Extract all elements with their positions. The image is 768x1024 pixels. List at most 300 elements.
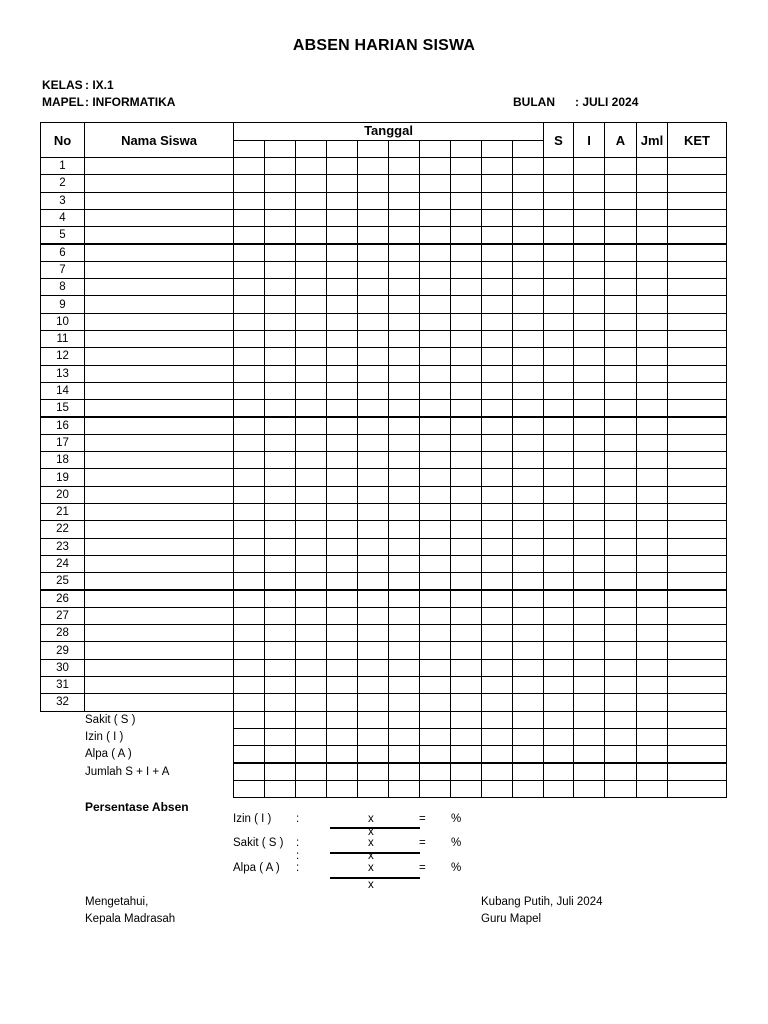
summary-jml-cell [636, 711, 668, 729]
attendance-cell [357, 365, 389, 383]
s-cell [543, 244, 574, 262]
attendance-cell [233, 641, 265, 659]
attendance-cell [264, 313, 296, 331]
signature-left-line1: Mengetahui, [85, 896, 149, 908]
attendance-cell [388, 607, 420, 625]
attendance-cell [450, 417, 482, 435]
student-name-cell [84, 192, 234, 210]
attendance-cell [388, 468, 420, 486]
summary-cell [388, 711, 420, 729]
summary-a-cell [604, 728, 637, 746]
attendance-cell [233, 434, 265, 452]
attendance-cell [481, 538, 513, 556]
attendance-cell [295, 261, 327, 279]
attendance-cell [326, 468, 358, 486]
attendance-cell [295, 624, 327, 642]
a-cell [604, 347, 637, 365]
ket-cell [667, 347, 727, 365]
attendance-cell [295, 157, 327, 175]
attendance-cell [481, 209, 513, 227]
a-cell [604, 365, 637, 383]
i-cell [573, 382, 605, 400]
s-cell [543, 590, 574, 608]
summary-cell [264, 780, 296, 798]
attendance-cell [481, 295, 513, 313]
attendance-cell [388, 659, 420, 677]
attendance-cell [295, 486, 327, 504]
fraction-line-sakit [330, 852, 420, 854]
attendance-cell [357, 607, 389, 625]
attendance-cell [419, 157, 451, 175]
row-number: 14 [40, 382, 85, 400]
student-name-cell [84, 417, 234, 435]
a-cell [604, 572, 637, 590]
attendance-cell [481, 244, 513, 262]
attendance-cell [481, 261, 513, 279]
attendance-cell [450, 209, 482, 227]
summary-cell [481, 728, 513, 746]
attendance-cell [233, 555, 265, 573]
attendance-cell [264, 641, 296, 659]
attendance-cell [419, 676, 451, 694]
ket-cell [667, 538, 727, 556]
i-cell [573, 607, 605, 625]
summary-cell [326, 780, 358, 798]
i-cell [573, 538, 605, 556]
persentase-alpa-colon: : [296, 862, 300, 874]
attendance-cell [295, 399, 327, 417]
row-number: 16 [40, 417, 85, 435]
summary-cell [295, 728, 327, 746]
ket-cell [667, 365, 727, 383]
attendance-cell [419, 572, 451, 590]
row-number: 29 [40, 641, 85, 659]
a-cell [604, 676, 637, 694]
attendance-cell [264, 693, 296, 711]
attendance-cell [233, 330, 265, 348]
summary-cell [419, 745, 451, 763]
a-cell [604, 261, 637, 279]
attendance-cell [357, 347, 389, 365]
summary-cell [233, 711, 265, 729]
row-number: 15 [40, 399, 85, 417]
persentase-alpa-pct: % [451, 862, 462, 874]
attendance-cell [388, 295, 420, 313]
attendance-cell [419, 468, 451, 486]
attendance-cell [419, 538, 451, 556]
jml-cell [636, 607, 668, 625]
ket-cell [667, 244, 727, 262]
attendance-cell [481, 313, 513, 331]
jml-cell [636, 676, 668, 694]
jml-cell [636, 261, 668, 279]
attendance-cell [295, 209, 327, 227]
attendance-cell [512, 192, 544, 210]
summary-a-cell [604, 763, 637, 781]
attendance-cell [264, 382, 296, 400]
a-cell [604, 607, 637, 625]
ket-cell [667, 451, 727, 469]
mapel-value: : INFORMATIKA [85, 95, 176, 109]
attendance-cell [450, 399, 482, 417]
ket-cell [667, 520, 727, 538]
attendance-cell [233, 365, 265, 383]
attendance-cell [450, 572, 482, 590]
student-name-cell [84, 261, 234, 279]
attendance-cell [233, 347, 265, 365]
row-number: 13 [40, 365, 85, 383]
attendance-cell [481, 503, 513, 521]
summary-cell [450, 780, 482, 798]
attendance-cell [512, 295, 544, 313]
attendance-cell [481, 192, 513, 210]
attendance-cell [388, 676, 420, 694]
attendance-cell [512, 693, 544, 711]
i-cell [573, 520, 605, 538]
attendance-cell [326, 659, 358, 677]
attendance-cell [233, 174, 265, 192]
attendance-cell [419, 659, 451, 677]
a-cell [604, 641, 637, 659]
a-cell [604, 659, 637, 677]
attendance-cell [264, 226, 296, 244]
summary-cell [450, 711, 482, 729]
persentase-sakit-x-top: x [368, 837, 374, 849]
attendance-cell [450, 295, 482, 313]
summary-label: Alpa ( A ) [85, 748, 132, 761]
s-cell [543, 572, 574, 590]
attendance-cell [419, 278, 451, 296]
attendance-cell [388, 365, 420, 383]
attendance-cell [326, 295, 358, 313]
attendance-cell [264, 520, 296, 538]
row-number: 1 [40, 157, 85, 175]
s-cell [543, 261, 574, 279]
attendance-cell [326, 641, 358, 659]
attendance-cell [388, 624, 420, 642]
student-name-cell [84, 555, 234, 573]
row-number: 20 [40, 486, 85, 504]
attendance-cell [388, 347, 420, 365]
header-nama-siswa: Nama Siswa [84, 122, 234, 158]
attendance-cell [295, 468, 327, 486]
summary-cell [295, 763, 327, 781]
student-name-cell [84, 278, 234, 296]
attendance-cell [481, 365, 513, 383]
i-cell [573, 261, 605, 279]
attendance-cell [357, 659, 389, 677]
student-name-cell [84, 313, 234, 331]
a-cell [604, 624, 637, 642]
attendance-cell [295, 434, 327, 452]
summary-i-cell [573, 711, 605, 729]
attendance-cell [233, 572, 265, 590]
i-cell [573, 399, 605, 417]
attendance-cell [388, 555, 420, 573]
jml-cell [636, 641, 668, 659]
attendance-cell [512, 330, 544, 348]
row-number: 5 [40, 226, 85, 244]
a-cell [604, 295, 637, 313]
attendance-cell [326, 382, 358, 400]
attendance-cell [326, 313, 358, 331]
row-number: 17 [40, 434, 85, 452]
a-cell [604, 278, 637, 296]
attendance-cell [419, 174, 451, 192]
jml-cell [636, 209, 668, 227]
attendance-cell [419, 192, 451, 210]
attendance-cell [481, 693, 513, 711]
attendance-cell [326, 192, 358, 210]
attendance-cell [357, 693, 389, 711]
attendance-cell [326, 520, 358, 538]
attendance-cell [357, 590, 389, 608]
i-cell [573, 278, 605, 296]
attendance-cell [326, 590, 358, 608]
summary-label: Jumlah S + I + A [85, 765, 170, 778]
attendance-cell [295, 641, 327, 659]
row-number: 6 [40, 244, 85, 262]
summary-i-cell [573, 780, 605, 798]
persentase-sakit-pct: % [451, 837, 462, 849]
summary-cell [357, 780, 389, 798]
summary-cell [264, 745, 296, 763]
summary-cell [233, 763, 265, 781]
attendance-cell [481, 468, 513, 486]
attendance-cell [450, 313, 482, 331]
student-name-cell [84, 676, 234, 694]
i-cell [573, 486, 605, 504]
attendance-cell [450, 451, 482, 469]
attendance-cell [357, 244, 389, 262]
attendance-cell [357, 641, 389, 659]
summary-cell [326, 745, 358, 763]
row-number: 18 [40, 451, 85, 469]
attendance-cell [233, 486, 265, 504]
summary-cell [357, 728, 389, 746]
attendance-cell [481, 555, 513, 573]
row-number: 12 [40, 347, 85, 365]
attendance-cell [450, 468, 482, 486]
row-number: 22 [40, 520, 85, 538]
summary-label [84, 780, 234, 798]
attendance-cell [512, 486, 544, 504]
attendance-cell [264, 209, 296, 227]
ket-cell [667, 468, 727, 486]
attendance-cell [388, 313, 420, 331]
summary-cell [233, 728, 265, 746]
row-number: 30 [40, 659, 85, 677]
attendance-cell [388, 503, 420, 521]
attendance-cell [512, 313, 544, 331]
persentase-izin-x-bottom: x [368, 826, 374, 838]
student-name-cell [84, 486, 234, 504]
attendance-cell [419, 434, 451, 452]
ket-cell [667, 676, 727, 694]
summary-cell [233, 780, 265, 798]
summary-cell [481, 763, 513, 781]
attendance-cell [326, 209, 358, 227]
jml-cell [636, 693, 668, 711]
attendance-cell [295, 659, 327, 677]
attendance-cell [326, 555, 358, 573]
attendance-cell [326, 538, 358, 556]
attendance-cell [326, 157, 358, 175]
s-cell [543, 538, 574, 556]
attendance-cell [481, 572, 513, 590]
attendance-cell [233, 607, 265, 625]
attendance-cell [388, 209, 420, 227]
attendance-cell [512, 434, 544, 452]
attendance-cell [326, 607, 358, 625]
student-name-cell [84, 365, 234, 383]
header-date-cell-2 [264, 140, 296, 158]
a-cell [604, 174, 637, 192]
i-cell [573, 590, 605, 608]
header-date-cell-10 [512, 140, 544, 158]
header-ket: KET [667, 122, 727, 158]
i-cell [573, 157, 605, 175]
s-cell [543, 624, 574, 642]
ket-cell [667, 278, 727, 296]
attendance-cell [295, 365, 327, 383]
a-cell [604, 486, 637, 504]
summary-s-cell [543, 763, 574, 781]
row-number: 11 [40, 330, 85, 348]
s-cell [543, 226, 574, 244]
summary-cell [388, 780, 420, 798]
attendance-cell [388, 486, 420, 504]
attendance-cell [388, 417, 420, 435]
ket-cell [667, 295, 727, 313]
attendance-cell [295, 192, 327, 210]
attendance-cell [264, 347, 296, 365]
jml-cell [636, 434, 668, 452]
summary-cell [388, 763, 420, 781]
attendance-cell [481, 157, 513, 175]
attendance-cell [450, 659, 482, 677]
header-date-cell-6 [388, 140, 420, 158]
row-number: 10 [40, 313, 85, 331]
jml-cell [636, 347, 668, 365]
attendance-cell [450, 555, 482, 573]
attendance-cell [357, 295, 389, 313]
s-cell [543, 330, 574, 348]
attendance-cell [233, 468, 265, 486]
summary-cell [326, 711, 358, 729]
student-name-cell [84, 399, 234, 417]
attendance-cell [233, 399, 265, 417]
attendance-cell [264, 192, 296, 210]
summary-jml-cell [636, 763, 668, 781]
summary-ket-cell [667, 711, 727, 729]
s-cell [543, 174, 574, 192]
s-cell [543, 641, 574, 659]
attendance-cell [419, 399, 451, 417]
attendance-cell [481, 451, 513, 469]
signature-right-line1: Kubang Putih, Juli 2024 [481, 896, 603, 908]
attendance-cell [357, 399, 389, 417]
i-cell [573, 503, 605, 521]
persentase-extra-colon: : [296, 850, 300, 862]
attendance-cell [295, 330, 327, 348]
attendance-cell [512, 209, 544, 227]
ket-cell [667, 572, 727, 590]
attendance-cell [264, 538, 296, 556]
row-number: 31 [40, 676, 85, 694]
attendance-cell [233, 693, 265, 711]
attendance-cell [481, 624, 513, 642]
attendance-cell [388, 278, 420, 296]
attendance-cell [264, 624, 296, 642]
row-number: 4 [40, 209, 85, 227]
attendance-cell [450, 676, 482, 694]
i-cell [573, 451, 605, 469]
attendance-cell [233, 278, 265, 296]
summary-s-cell [543, 728, 574, 746]
attendance-cell [419, 486, 451, 504]
a-cell [604, 399, 637, 417]
i-cell [573, 330, 605, 348]
attendance-cell [388, 693, 420, 711]
attendance-cell [233, 624, 265, 642]
attendance-cell [512, 572, 544, 590]
a-cell [604, 157, 637, 175]
s-cell [543, 486, 574, 504]
attendance-cell [357, 624, 389, 642]
summary-ket-cell [667, 780, 727, 798]
persentase-izin-label: Izin ( I ) [233, 813, 272, 825]
attendance-cell [481, 434, 513, 452]
header-tanggal: Tanggal [233, 122, 544, 141]
attendance-cell [326, 399, 358, 417]
s-cell [543, 209, 574, 227]
attendance-cell [419, 451, 451, 469]
attendance-cell [264, 676, 296, 694]
summary-a-cell [604, 745, 637, 763]
persentase-alpa-label: Alpa ( A ) [233, 862, 280, 874]
summary-ket-cell [667, 763, 727, 781]
student-name-cell [84, 226, 234, 244]
summary-cell [326, 728, 358, 746]
summary-cell [295, 780, 327, 798]
attendance-cell [233, 209, 265, 227]
attendance-cell [264, 174, 296, 192]
i-cell [573, 313, 605, 331]
attendance-cell [512, 624, 544, 642]
summary-jml-cell [636, 780, 668, 798]
i-cell [573, 434, 605, 452]
a-cell [604, 520, 637, 538]
student-name-cell [84, 590, 234, 608]
attendance-cell [512, 641, 544, 659]
attendance-cell [295, 693, 327, 711]
ket-cell [667, 693, 727, 711]
header-date-cell-4 [326, 140, 358, 158]
attendance-cell [388, 382, 420, 400]
persentase-alpa-eq: = [419, 862, 426, 874]
s-cell [543, 520, 574, 538]
attendance-cell [512, 503, 544, 521]
attendance-cell [388, 590, 420, 608]
s-cell [543, 417, 574, 435]
attendance-cell [264, 503, 296, 521]
persentase-sakit-x-bottom: x [368, 850, 374, 862]
row-number: 9 [40, 295, 85, 313]
attendance-cell [450, 434, 482, 452]
jml-cell [636, 417, 668, 435]
student-name-cell [84, 607, 234, 625]
